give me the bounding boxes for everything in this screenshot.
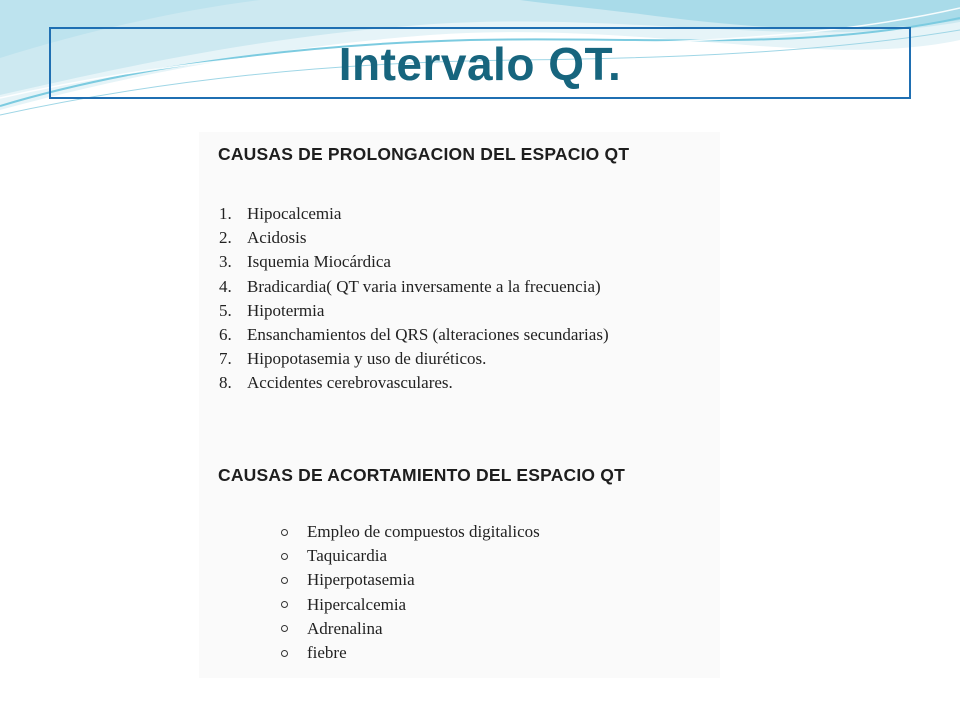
list-item [219,371,609,395]
item-text: Acidosis [247,228,307,248]
circle-bullet-icon [281,553,288,560]
item-number: 4. [219,276,232,296]
item-number: 3. [219,252,232,272]
item-text: Hipocalcemia [247,204,342,223]
list-item [219,250,609,274]
list-item [219,226,609,250]
list-item [219,202,609,226]
item-text: Taquicardia [307,546,387,566]
item-text: Empleo de compuestos digitalicos [307,522,540,541]
item-text: Isquemia Miocárdica [247,252,391,272]
title-frame [49,27,911,99]
item-text: Hipotermia [247,300,325,320]
item-number: 6. [219,325,232,345]
item-text: fiebre [307,643,347,663]
shortening-causes-list [279,520,540,665]
item-text: Ensanchamientos del QRS (alteraciones secundarias) [247,325,609,345]
list-item [279,544,540,568]
circle-bullet-icon [281,601,288,608]
circle-bullet-icon [281,625,288,632]
list-item [279,617,540,641]
list-item [219,347,609,371]
prolongation-heading: CAUSAS DE PROLONGACION DEL ESPACIO QT [218,144,630,164]
document-image [199,132,720,678]
circle-bullet-icon [281,577,288,584]
item-number: 1. [219,204,232,223]
item-number: 2. [219,228,232,248]
list-item [219,275,609,299]
list-item [279,520,540,544]
item-number: 7. [219,349,232,369]
circle-bullet-icon [281,650,288,657]
item-number: 8. [219,373,232,393]
item-text: Accidentes cerebrovasculares. [247,373,453,393]
item-text: Adrenalina [307,618,383,638]
slide-title: Intervalo QT. [338,38,622,90]
shortening-heading: CAUSAS DE ACORTAMIENTO DEL ESPACIO QT [218,465,626,485]
list-item [219,299,609,323]
item-text: Hipopotasemia y uso de diuréticos. [247,349,487,369]
list-item [279,593,540,617]
list-item [279,641,540,665]
item-number: 5. [219,300,232,320]
item-text: Hipercalcemia [307,594,407,614]
item-text: Bradicardia( QT varia inversamente a la frecuencia) [247,276,601,296]
list-item [219,323,609,347]
list-item [279,568,540,592]
prolongation-causes-list [219,202,609,396]
circle-bullet-icon [281,529,288,536]
item-text: Hiperpotasemia [307,570,415,590]
